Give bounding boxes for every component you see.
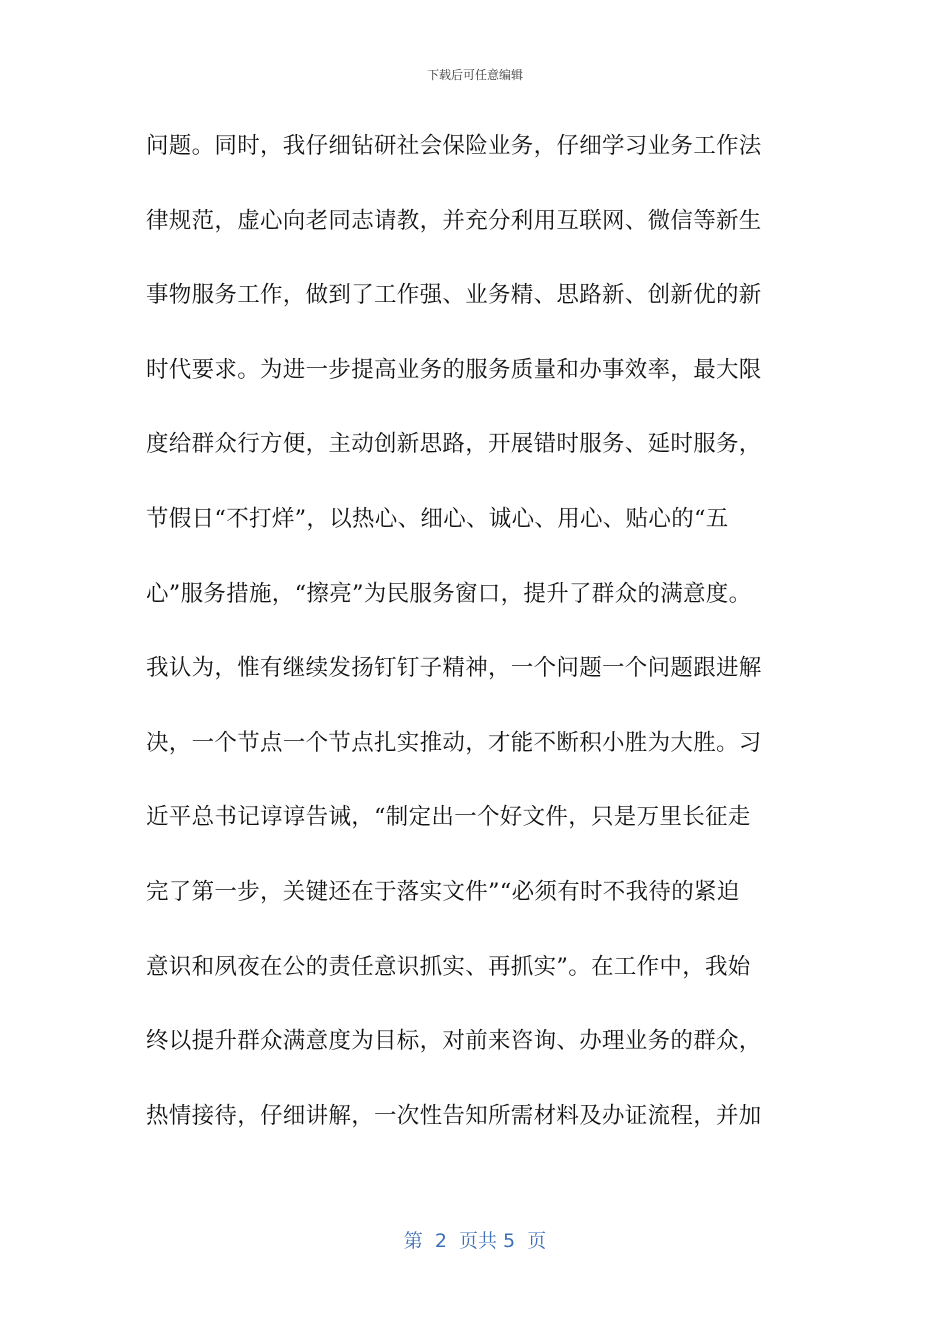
body-line: 近平总书记谆谆告诫，“制定出一个好文件，只是万里长征走: [146, 804, 751, 831]
body-line: 决，一个节点一个节点扎实推动，才能不断积小胜为大胜。习: [146, 729, 762, 756]
body-line: 事物服务工作，做到了工作强、业务精、思路新、创新优的新: [146, 282, 762, 309]
body-line: 完了第一步，关键还在于落实文件”“必须有时不我待的紧迫: [146, 878, 740, 905]
body-line: 热情接待，仔细讲解，一次性告知所需材料及办证流程，并加: [146, 1102, 762, 1129]
body-line: 心”服务措施，“擦亮”为民服务窗口，提升了群众的满意度。: [146, 580, 752, 607]
body-line: 终以提升群众满意度为目标，对前来咨询、办理业务的群众，: [146, 1028, 762, 1055]
body-line: 意识和夙夜在公的责任意识抓实、再抓实”。在工作中，我始: [146, 953, 751, 980]
body-line: 度给群众行方便，主动创新思路，开展错时服务、延时服务，: [146, 431, 762, 458]
body-line: 我认为，惟有继续发扬钉钉子精神，一个问题一个问题跟进解: [146, 655, 762, 682]
body-line: 时代要求。为进一步提高业务的服务质量和办事效率，最大限: [146, 356, 762, 383]
page-header: 下载后可任意编辑: [426, 68, 523, 82]
page-number-footer: 第 2 页共 5 页: [403, 1230, 547, 1252]
body-line: 律规范，虚心向老同志请教，并充分利用互联网、微信等新生: [146, 207, 762, 234]
body-line: 节假日“不打烊”，以热心、细心、诚心、用心、贴心的“五: [146, 505, 729, 532]
body-line: 问题。同时，我仔细钻研社会保险业务，仔细学习业务工作法: [146, 133, 762, 159]
document-body: [146, 124, 846, 1168]
